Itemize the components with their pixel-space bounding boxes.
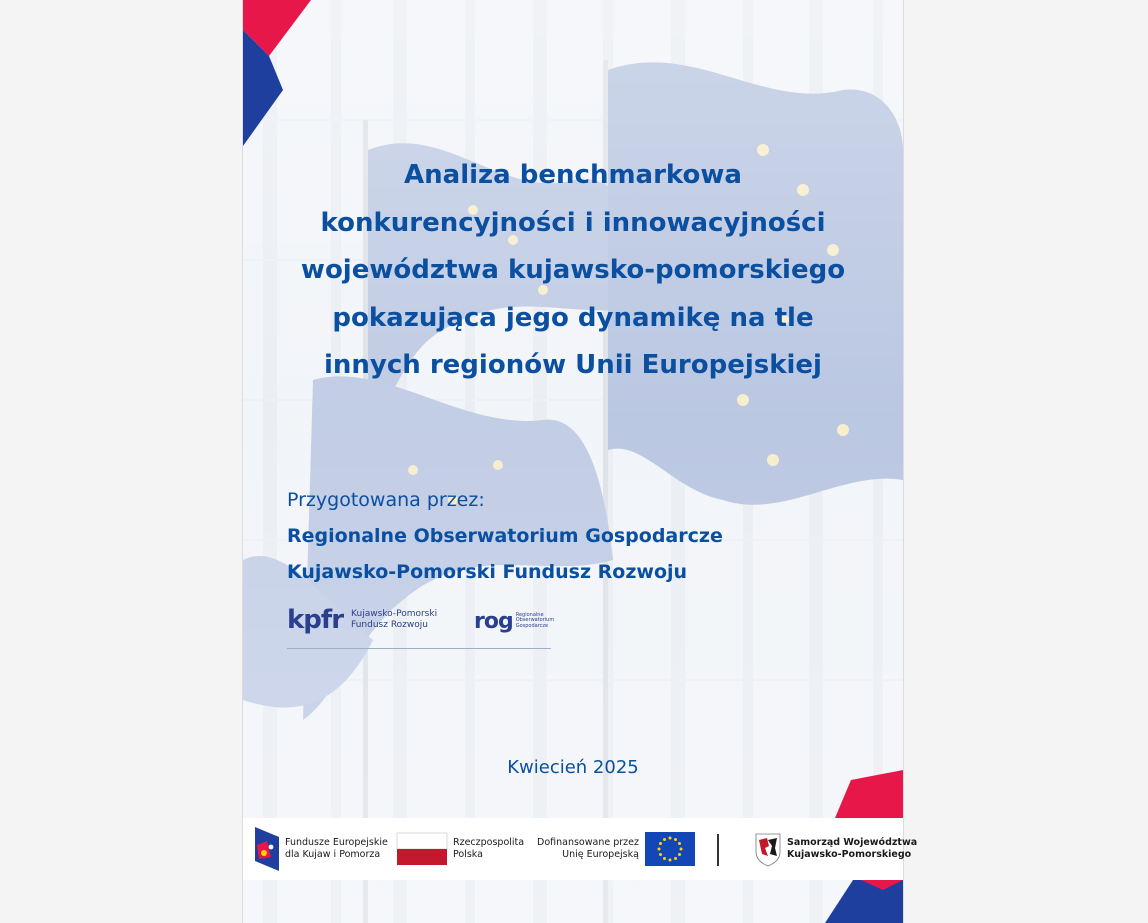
rp-logo-text: [453, 837, 524, 861]
rp-logo-text-line: Rzeczpospolita: [453, 837, 525, 848]
kpfr-logo: [287, 604, 437, 636]
kpfr-logo-mark: kpfr: [287, 605, 344, 635]
document-page: [242, 0, 918, 923]
rog-logo-mark: rog: [474, 608, 513, 634]
eu-flag-icon: [645, 832, 695, 866]
organization-name: Regionalne Obserwatorium Gospodarcze: [287, 525, 723, 547]
rog-logo-text-line: Gospodarcze: [515, 622, 549, 629]
region-coat-of-arms-icon: [755, 832, 781, 866]
fe-logo-text-line: dla Kujaw i Pomorza: [285, 849, 381, 860]
fe-logo: [255, 818, 388, 880]
region-logo-text: [787, 837, 917, 861]
rog-logo-text-line: Obserwatorium: [515, 617, 555, 624]
polish-flag-icon: [397, 833, 447, 865]
region-logo-text-line: Kujawsko-Pomorskiego: [787, 849, 912, 860]
region-logo-text-line: Samorząd Województwa: [787, 837, 918, 848]
rp-logo: [397, 818, 524, 880]
prepared-by-label: Przygotowana przez:: [287, 489, 485, 511]
eu-logo-text: [537, 837, 639, 861]
top-left-corner-decoration: [243, 0, 323, 150]
fe-logo-text-line: Fundusze Europejskie: [285, 837, 388, 848]
document-title: [263, 152, 883, 390]
title-line: pokazująca jego dynamikę na tle: [332, 302, 814, 333]
region-logo: [755, 818, 917, 880]
organization-name: Kujawsko-Pomorski Fundusz Rozwoju: [287, 561, 688, 583]
logos-divider: [287, 648, 551, 649]
kpfr-logo-text-line: Fundusz Rozwoju: [351, 620, 428, 630]
kpfr-logo-text-line: Kujawsko-Pomorski: [351, 609, 438, 619]
background-overlay: [243, 0, 903, 923]
footer-separator: [717, 834, 719, 866]
publication-date: Kwiecień 2025: [507, 757, 639, 778]
rog-logo-text-line: Regionalne: [515, 611, 544, 618]
title-line: innych regionów Unii Europejskiej: [324, 350, 822, 380]
fe-logo-icon: [255, 827, 279, 871]
title-line: Analiza benchmarkowa: [404, 160, 742, 190]
rog-logo-text: [516, 613, 555, 630]
eu-logo-text-line: Dofinansowane przez: [537, 837, 639, 848]
eu-logo-text-line: Unię Europejską: [562, 849, 639, 860]
title-line: konkurencyjności i innowacyjności: [320, 207, 826, 238]
funding-logos-bar: [243, 818, 918, 880]
rp-logo-text-line: Polska: [453, 849, 483, 860]
eu-logo: [537, 818, 695, 880]
rog-logo: [474, 607, 554, 635]
title-line: województwa kujawsko-pomorskiego: [300, 255, 846, 285]
kpfr-logo-text: [351, 609, 437, 631]
fe-logo-text: [285, 837, 388, 861]
